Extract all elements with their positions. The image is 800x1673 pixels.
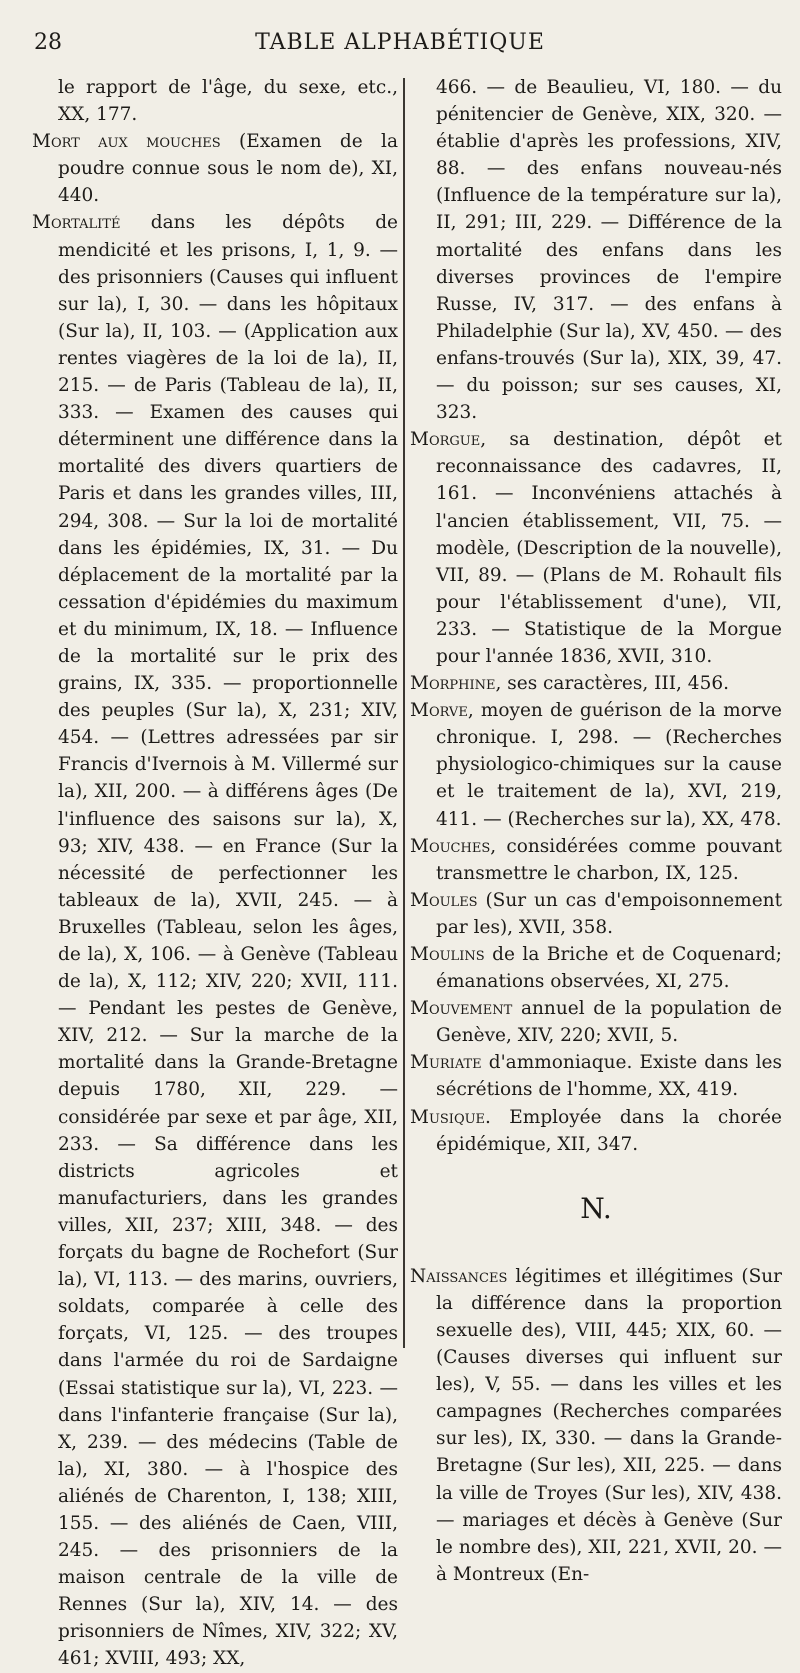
column-divider <box>403 78 405 1348</box>
entry-heading: Mort aux mouches <box>32 131 221 153</box>
index-entry: le rapport de l'âge, du sexe, etc., XX, 177. <box>58 77 398 126</box>
left-column <box>32 74 398 1670</box>
entry-heading: Moules <box>410 889 478 911</box>
index-entry <box>410 941 782 995</box>
index-entry <box>410 1263 782 1588</box>
entry-heading: Mortalité <box>32 212 121 234</box>
entry-heading: Mouvement <box>410 998 513 1020</box>
entry-text: de la Briche et de Coquenard; émanations observées, XI, 275. <box>436 944 782 993</box>
index-entry <box>410 995 782 1049</box>
entry-text: , sa destination, dépôt et reconnaissance des cadavres, II, 161. — Inconvéniens attachés à l'ancien établissement, VII, 75. — modèle, (Description de la nouvelle), VII, 89. — (Plans de M. Rohault fils pour l'établissement d'une), VII, 233. — Statistique de la Morgue pour l'année 1836, XVII, 310. <box>436 429 782 667</box>
entry-text: annuel de la population de Genève, XIV, 220; XVII, 5. <box>436 998 782 1047</box>
entry-text: , moyen de guérison de la morve chronique. I, 298. — (Recherches physiologico-chimiques sur la cause et le traitement de la), XVI, 219, 411. — (Recherches sur la), XX, 478. <box>436 700 782 830</box>
entry-text: d'ammoniaque. Existe dans les sécrétions de l'homme, XX, 419. <box>436 1052 782 1101</box>
entry-heading: Moulins <box>410 944 485 965</box>
entry-heading: Musique <box>410 1106 486 1128</box>
entry-heading: Morgue <box>410 429 481 451</box>
index-entry <box>410 697 782 832</box>
entry-text: (Examen de la poudre connue sous le nom de), XI, 440. <box>58 131 398 207</box>
entry-text: , ses caractères, III, 456. <box>495 673 729 695</box>
index-entry: 466. — de Beaulieu, VI, 180. — du pénitencier de Genève, XIX, 320. — établie d'après les professions, XIV, 88. — des enfans nouveau-nés (Influence de la température sur la), II, 291; III, 229. — Différence de la mortalité des enfans dans les diverses provinces de l'empire Russe, IV, 317. — des enfans à Philadelphie (Sur la), XV, 450. — des enfans-trouvés (Sur la), XIX, 39, 47. — du poisson; sur ses causes, XI, 323. <box>436 77 782 424</box>
page-number: 28 <box>34 30 62 55</box>
entry-heading: Morve <box>410 700 468 722</box>
entry-text: légitimes et illégitimes (Sur la différence dans la proportion sexuelle des), VIII, 445; XIX, 60. — (Causes diverses qui influent sur les), V, 55. — dans les villes et les campagnes (Recherches comparées sur les), IX, 330. — dans la Grande-Bretagne (Sur les), XII, 225. — dans la ville de Troyes (Sur les), XIV, 438. — mariages et décès à Genève (Sur le nombre des), XII, 221, XVII, 20. — à Montreux (En- <box>436 1265 782 1585</box>
index-entry <box>410 887 782 941</box>
entry-heading: Naissances <box>410 1265 508 1287</box>
section-letter: N. <box>580 1191 612 1225</box>
entry-text: . Employée dans la chorée épidémique, XII, 347. <box>436 1106 782 1155</box>
index-entry <box>410 426 782 670</box>
index-entry <box>410 1049 782 1103</box>
index-entry <box>32 209 398 1672</box>
running-title: TABLE ALPHABÉTIQUE <box>255 30 545 55</box>
index-entry <box>410 1104 782 1158</box>
entry-text: (Sur un cas d'empoisonnement par les), XVII, 358. <box>436 889 782 938</box>
entry-heading: Morphine <box>410 673 496 695</box>
entry-text: , considérées comme pouvant transmettre le charbon, IX, 125. <box>436 835 782 884</box>
entry-heading: Muriate <box>410 1052 482 1074</box>
entry-text: dans les dépôts de mendicité et les prisons, I, 1, 9. — des prisonniers (Causes qui influent sur la), I, 30. — dans les hôpitaux (Sur la), II, 103. — (Application aux rentes viagères de la loi de la), II, 215. — de Paris (Tableau de la), II, 333. — Examen des causes qui déterminent une différence dans la mortalité des divers quartiers de Paris et dans les grandes villes, III, 294, 308. — Sur la loi de mortalité dans les épidémies, IX, 31. — Du déplacement de la mortalité par la cessation d'épidémies du maximum et du minimum, IX, 18. — Influence de la mortalité sur le prix des grains, IX, 335. — proportionnelle des peuples (Sur la), X, 231; XIV, 454. — (Lettres adressées par sir Francis d'Ivernois à M. Villermé sur la), XII, 200. — à différens âges (De l'influence des saisons sur la), X, 93; XIV, 438. — en France (Sur la nécessité de perfectionner les tableaux de la), XVII, 245. — à Bruxelles (Tableau, selon les âges, de la), X, 106. — à Genève (Tableau de la), X, 112; XIV, 220; XVII, 111. — Pendant les pestes de Genève, XIV, 212. — Sur la marche de la mortalité dans la Grande-Bretagne depuis 1780, XII, 229. — considérée par sexe et par âge, XII, 233. — Sa différence dans les districts agricoles et manufacturiers, dans les grandes villes, XII, 237; XIII, 348. — des forçats du bagne de Rochefort (Sur la), VI, 113. — des marins, ouvriers, soldats, comparée à celle des forçats, VI, 125. — des troupes dans l'armée du roi de Sardaigne (Essai statistique sur la), VI, 223. — dans l'infanterie française (Sur la), X, 239. — des médecins (Table de la), XI, 380. — à l'hospice des aliénés de Charenton, I, 138; XIII, 155. — des aliénés de Caen, VIII, 245. — des prisonniers de la maison centrale de la ville de Rennes (Sur la), XIV, 14. — des prisonniers de Nîmes, XIV, 322; XV, 461; XVIII, 493; XX, <box>58 212 398 1670</box>
entry-heading: Mouches <box>410 835 491 857</box>
right-column <box>410 74 782 1585</box>
index-entry <box>410 670 782 697</box>
index-entry <box>410 833 782 887</box>
index-entry <box>32 128 398 209</box>
